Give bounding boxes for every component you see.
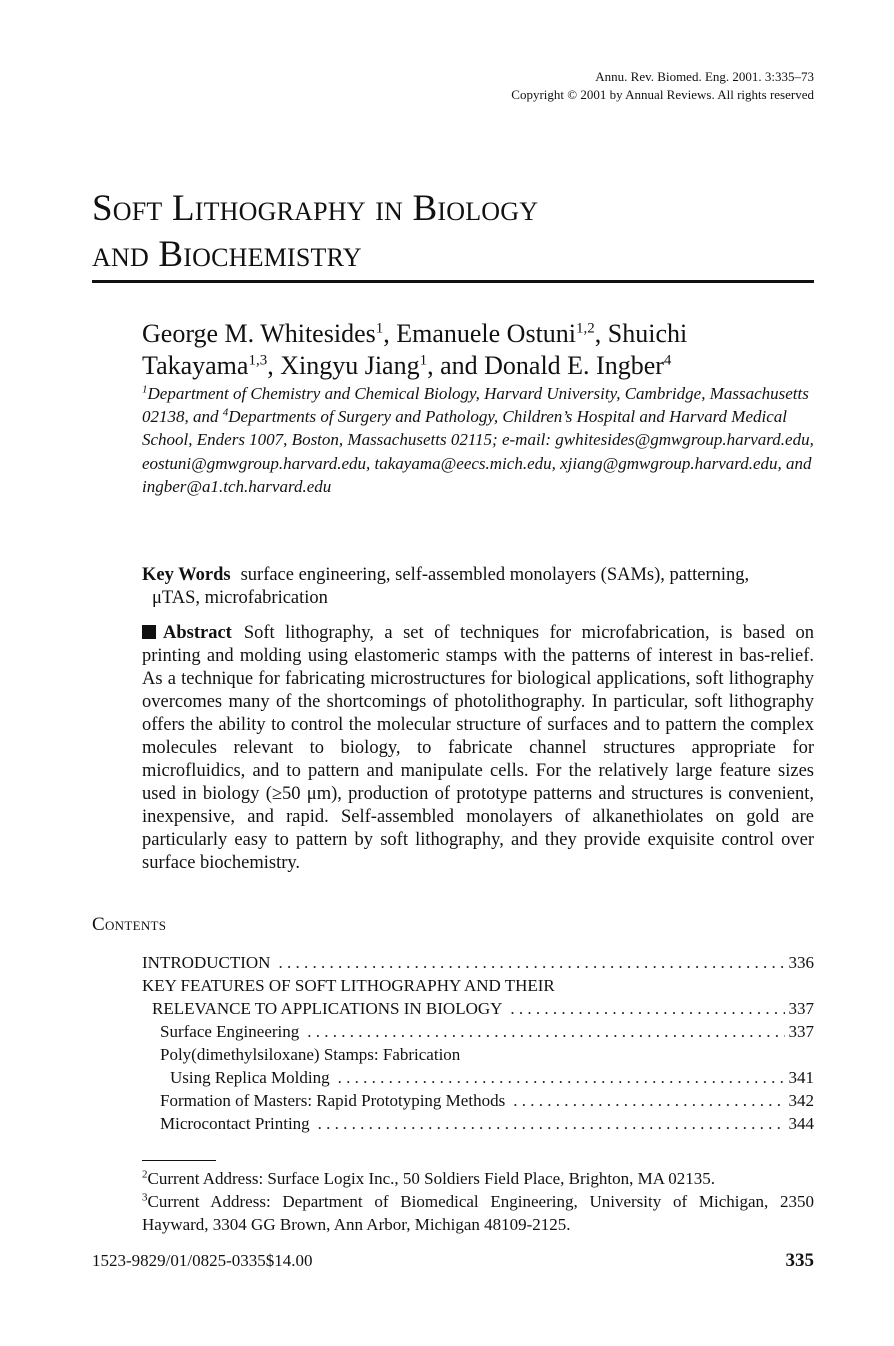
footnote-mark: 2 [142,1168,148,1181]
toc-entry-title: Formation of Masters: Rapid Prototyping Methods [160,1091,506,1110]
toc-entry-page: 337 [788,999,814,1018]
toc-entry-title: Using Replica Molding [170,1068,330,1087]
issn-code: 1523-9829/01/0825-0335$14.00 [92,1251,313,1270]
title-line-2: and Biochemistry [92,234,362,275]
affiliation-mark: 1 [142,383,148,396]
toc-entry[interactable] [142,1089,814,1112]
toc-entry-title: Poly(dimethylsiloxane) Stamps: Fabrication [160,1045,461,1064]
toc-leader-dots [513,1089,784,1112]
toc-entry-title: INTRODUCTION [142,953,271,972]
title-line-1: Soft Lithography in Biology [92,188,539,229]
toc-leader-dots [278,951,784,974]
toc-entry-page: 344 [788,1114,814,1133]
author-name: George M. Whitesides [142,319,376,348]
page-number: 335 [785,1250,814,1271]
toc-leader-dots [318,1112,785,1135]
footnote-mark: 3 [142,1191,148,1204]
black-square-icon [142,625,156,639]
abstract-label: Abstract [163,623,232,643]
copyright-notice: Copyright © 2001 by Annual Reviews. All rights reserved [511,87,814,102]
affiliation-text: Departments of Surgery and Pathology, Children’s Hospital and Harvard Medical School, Enders 1007, Boston, Massachusetts 02115; [142,407,788,450]
article-title [92,186,814,278]
author-list: George M. Whitesides$^1$, Emanuele Ostuni$^{1,2}$, Shuichi Takayama$^{1,3}$, Xingyu Jiang$^1$, and Donald E. Ingber$^4$ [142,319,688,380]
toc-leader-dots [510,997,784,1020]
author-name: Emanuele Ostuni [396,319,577,348]
toc-leader-dots [338,1066,785,1089]
toc-entry-title: KEY FEATURES OF SOFT LITHOGRAPHY AND THEIR [142,976,555,995]
affiliations [142,382,814,498]
table-of-contents [142,951,814,1135]
author-affiliation-mark: 1,3 [248,352,268,369]
toc-entry-page: 337 [788,1022,814,1041]
author-affiliation-mark: 1 [419,352,428,369]
keywords-section [142,564,814,610]
toc-entry-title: RELEVANCE TO APPLICATIONS IN BIOLOGY [152,999,503,1018]
footnote-rule [142,1160,216,1161]
toc-entry[interactable] [142,1066,814,1089]
toc-entry-title: Microcontact Printing [160,1114,310,1133]
email-addresses: e-mail: gwhitesides@gmwgroup.harvard.edu, eostuni@gmwgroup.harvard.edu, takayama@eecs.mich.edu, xjiang@gmwgroup.harvard.edu, and ingber@a1.tch.harvard.edu [142,430,814,496]
author-affiliation-mark: 4 [663,352,672,369]
affiliation-text: Department of Chemistry and Chemical Biology, Harvard University, Cambridge, Massachusetts 02138, and [142,384,809,427]
toc-entry[interactable] [142,951,814,974]
footnotes [142,1167,814,1236]
toc-entry-title: Surface Engineering [160,1022,300,1041]
toc-entry[interactable] [142,1020,814,1043]
author-affiliation-mark: 1 [375,320,384,337]
affiliation-mark: 4 [222,406,229,419]
author-name: Shuichi Takayama [142,319,688,380]
author-name: and Donald E. Ingber [440,351,664,380]
author-name: Xingyu Jiang [280,351,420,380]
toc-entry[interactable] [142,1043,814,1066]
toc-entry[interactable] [142,1112,814,1135]
abstract-text: Soft lithography, a set of techniques for microfabrication, is based on printing and molding using elastomeric stamps with the patterns of interest in bas-relief. As a technique for fabricating microstructures for biological applications, soft lithography overcomes many of the shortcomings of photolithography. In particular, soft lithography offers the ability to control the molecular structure of surfaces and to pattern the complex molecules relevant to biology, to fabricate channel structures appropriate for microfluidics, and to pattern and manipulate cells. For the relatively large feature sizes used in biology (≥50 μm), production of prototype patterns and structures is convenient, inexpensive, and rapid. Self-assembled monolayers of alkanethiolates on gold are particularly easy to pattern by soft lithography, and they provide exquisite control over surface biochemistry. [142,623,814,873]
footnote-text: Current Address: Surface Logix Inc., 50 Soldiers Field Place, Brighton, MA 02135. [147,1169,716,1188]
toc-entry-page: 341 [788,1068,814,1087]
toc-entry-page: 342 [788,1091,814,1110]
title-rule [92,280,814,283]
toc-entry[interactable] [142,997,814,1020]
keywords-text-continued: μTAS, microfabrication [152,588,328,608]
contents-heading: Contents [92,914,167,935]
journal-header [511,68,814,104]
footnote-text: Current Address: Department of Biomedical Engineering, University of Michigan, 2350 Hayward, 3304 GG Brown, Ann Arbor, Michigan 48109-2125. [142,1192,814,1234]
footnote-3 [142,1190,814,1236]
toc-entry-page: 336 [788,953,814,972]
author-affiliation-mark: 1,2 [576,320,595,337]
footnote-2 [142,1167,814,1190]
toc-entry[interactable] [142,974,814,997]
keywords-text: surface engineering, self-assembled monolayers (SAMs), patterning, [240,565,750,585]
abstract-section [142,622,814,875]
toc-leader-dots [307,1020,784,1043]
keywords-label: Key Words [142,565,231,585]
journal-citation: Annu. Rev. Biomed. Eng. 2001. 3:335–73 [595,69,814,84]
